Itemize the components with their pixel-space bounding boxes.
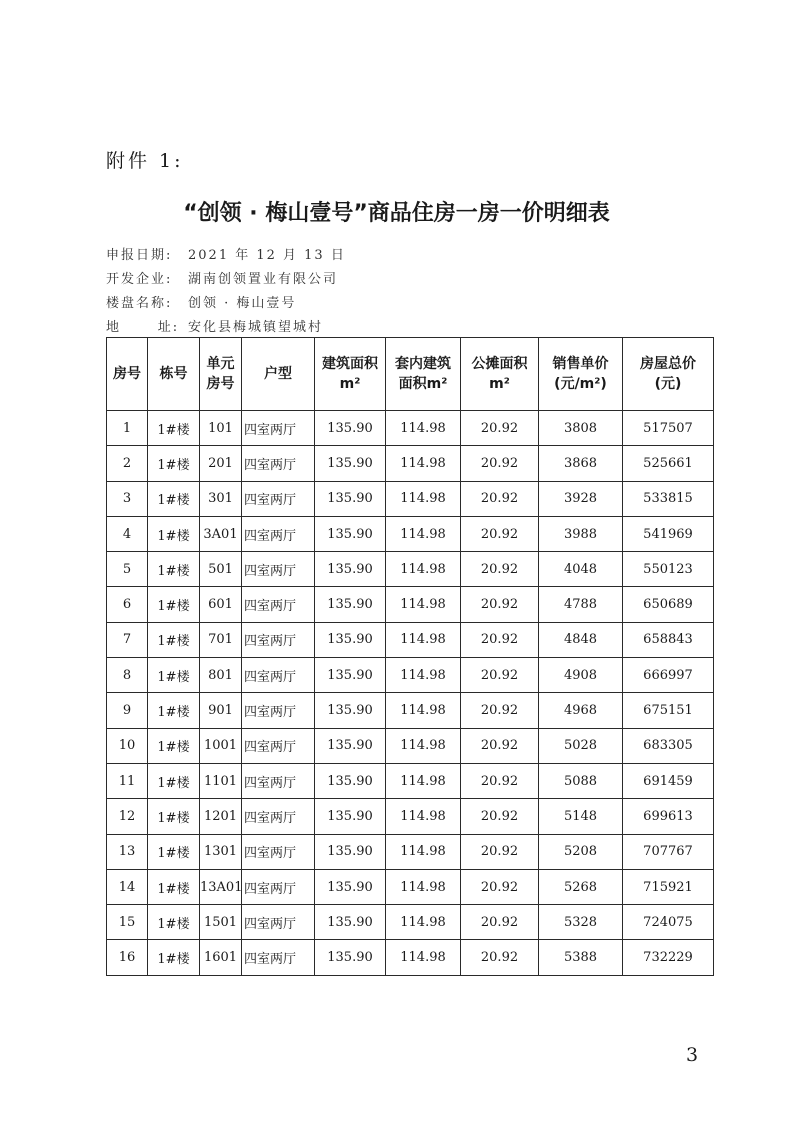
table-row bbox=[107, 834, 714, 869]
table-cell: 15 bbox=[107, 905, 148, 940]
table-cell: 20.92 bbox=[461, 763, 539, 798]
column-header-text: (元) bbox=[654, 376, 682, 392]
table-cell: 114.98 bbox=[386, 693, 461, 728]
table-cell: 5028 bbox=[539, 728, 623, 763]
table-cell: 4848 bbox=[539, 622, 623, 657]
table-cell: 14 bbox=[107, 869, 148, 904]
table-cell: 114.98 bbox=[386, 728, 461, 763]
column-header bbox=[461, 338, 539, 411]
table-cell: 699613 bbox=[623, 799, 714, 834]
column-header-text: 面积m² bbox=[398, 376, 448, 392]
page-number: 3 bbox=[686, 1044, 699, 1066]
table-cell: 1#楼 bbox=[148, 411, 200, 446]
table-row bbox=[107, 763, 714, 798]
table-cell: 114.98 bbox=[386, 552, 461, 587]
column-header-text: 套内建筑 bbox=[395, 356, 451, 372]
table-cell: 20.92 bbox=[461, 552, 539, 587]
table-row bbox=[107, 869, 714, 904]
table-cell: 683305 bbox=[623, 728, 714, 763]
table-cell: 13A01 bbox=[200, 869, 242, 904]
table-cell: 1#楼 bbox=[148, 587, 200, 622]
column-header bbox=[539, 338, 623, 411]
table-cell: 135.90 bbox=[315, 693, 386, 728]
table-cell: 四室两厅 bbox=[242, 693, 315, 728]
table-cell: 114.98 bbox=[386, 481, 461, 516]
table-cell: 四室两厅 bbox=[242, 834, 315, 869]
table-cell: 1#楼 bbox=[148, 905, 200, 940]
table-cell: 四室两厅 bbox=[242, 411, 315, 446]
table-cell: 550123 bbox=[623, 552, 714, 587]
table-cell: 20.92 bbox=[461, 905, 539, 940]
table-cell: 四室两厅 bbox=[242, 552, 315, 587]
table-cell: 135.90 bbox=[315, 763, 386, 798]
table-row bbox=[107, 446, 714, 481]
column-header-text: 建筑面积 bbox=[322, 356, 378, 372]
table-cell: 675151 bbox=[623, 693, 714, 728]
table-cell: 1#楼 bbox=[148, 622, 200, 657]
table-cell: 701 bbox=[200, 622, 242, 657]
table-cell: 1#楼 bbox=[148, 763, 200, 798]
table-cell: 3 bbox=[107, 481, 148, 516]
table-cell: 1 bbox=[107, 411, 148, 446]
table-cell: 135.90 bbox=[315, 905, 386, 940]
table-cell: 20.92 bbox=[461, 728, 539, 763]
table-cell: 5148 bbox=[539, 799, 623, 834]
table-cell: 517507 bbox=[623, 411, 714, 446]
table-cell: 20.92 bbox=[461, 481, 539, 516]
table-cell: 1#楼 bbox=[148, 552, 200, 587]
table-cell: 四室两厅 bbox=[242, 587, 315, 622]
table-cell: 20.92 bbox=[461, 658, 539, 693]
table-row bbox=[107, 552, 714, 587]
table-cell: 301 bbox=[200, 481, 242, 516]
attachment-label: 附件 1: bbox=[106, 150, 184, 172]
table-cell: 20.92 bbox=[461, 516, 539, 551]
table-cell: 135.90 bbox=[315, 552, 386, 587]
table-cell: 20.92 bbox=[461, 411, 539, 446]
column-header-text: 栋号 bbox=[159, 366, 188, 382]
table-row bbox=[107, 799, 714, 834]
table-row bbox=[107, 728, 714, 763]
table-cell: 四室两厅 bbox=[242, 481, 315, 516]
table-row bbox=[107, 587, 714, 622]
table-row bbox=[107, 905, 714, 940]
meta-value: 湖南创领置业有限公司 bbox=[188, 272, 339, 287]
table-cell: 666997 bbox=[623, 658, 714, 693]
column-header bbox=[623, 338, 714, 411]
table-cell: 5 bbox=[107, 552, 148, 587]
table-cell: 四室两厅 bbox=[242, 905, 315, 940]
table-cell: 114.98 bbox=[386, 658, 461, 693]
meta-value: 安化县梅城镇望城村 bbox=[188, 320, 324, 335]
column-header bbox=[315, 338, 386, 411]
table-cell: 1501 bbox=[200, 905, 242, 940]
column-header bbox=[200, 338, 242, 411]
table-cell: 13 bbox=[107, 834, 148, 869]
table-cell: 四室两厅 bbox=[242, 622, 315, 657]
table-row bbox=[107, 622, 714, 657]
table-cell: 135.90 bbox=[315, 940, 386, 975]
table-cell: 114.98 bbox=[386, 834, 461, 869]
table-cell: 3808 bbox=[539, 411, 623, 446]
meta-value: 创领 · 梅山壹号 bbox=[188, 296, 297, 311]
table-cell: 525661 bbox=[623, 446, 714, 481]
column-header-text: 公摊面积 bbox=[471, 356, 528, 372]
meta-address bbox=[106, 316, 323, 335]
table-row bbox=[107, 411, 714, 446]
table-cell: 四室两厅 bbox=[242, 728, 315, 763]
meta-label: 开发企业: bbox=[106, 272, 173, 287]
table-cell: 114.98 bbox=[386, 799, 461, 834]
table-cell: 四室两厅 bbox=[242, 799, 315, 834]
table-row bbox=[107, 940, 714, 975]
table-cell: 1001 bbox=[200, 728, 242, 763]
table-cell: 135.90 bbox=[315, 869, 386, 904]
table-cell: 732229 bbox=[623, 940, 714, 975]
table-cell: 2 bbox=[107, 446, 148, 481]
table-cell: 114.98 bbox=[386, 446, 461, 481]
table-cell: 四室两厅 bbox=[242, 869, 315, 904]
table-cell: 135.90 bbox=[315, 446, 386, 481]
table-cell: 650689 bbox=[623, 587, 714, 622]
table-cell: 3868 bbox=[539, 446, 623, 481]
table-cell: 20.92 bbox=[461, 446, 539, 481]
table-row bbox=[107, 516, 714, 551]
table-cell: 801 bbox=[200, 658, 242, 693]
table-cell: 114.98 bbox=[386, 940, 461, 975]
table-cell: 501 bbox=[200, 552, 242, 587]
table-cell: 114.98 bbox=[386, 869, 461, 904]
table-row bbox=[107, 481, 714, 516]
table-cell: 114.98 bbox=[386, 763, 461, 798]
document-title: “创领 · 梅山壹号”商品住房一房一价明细表 bbox=[183, 201, 610, 226]
table-cell: 114.98 bbox=[386, 905, 461, 940]
table-cell: 3A01 bbox=[200, 516, 242, 551]
table-cell: 201 bbox=[200, 446, 242, 481]
table-cell: 901 bbox=[200, 693, 242, 728]
table-cell: 533815 bbox=[623, 481, 714, 516]
meta-developer bbox=[106, 268, 338, 287]
meta-label: 楼盘名称: bbox=[106, 296, 173, 311]
table-body bbox=[107, 411, 714, 976]
table-cell: 1#楼 bbox=[148, 834, 200, 869]
table-cell: 1#楼 bbox=[148, 446, 200, 481]
table-cell: 6 bbox=[107, 587, 148, 622]
table-cell: 20.92 bbox=[461, 799, 539, 834]
table-cell: 715921 bbox=[623, 869, 714, 904]
table-cell: 5388 bbox=[539, 940, 623, 975]
table-cell: 601 bbox=[200, 587, 242, 622]
table-cell: 135.90 bbox=[315, 622, 386, 657]
table-cell: 135.90 bbox=[315, 834, 386, 869]
table-cell: 1301 bbox=[200, 834, 242, 869]
table-cell: 135.90 bbox=[315, 411, 386, 446]
table-cell: 135.90 bbox=[315, 516, 386, 551]
table-cell: 135.90 bbox=[315, 481, 386, 516]
table-cell: 20.92 bbox=[461, 869, 539, 904]
table-cell: 20.92 bbox=[461, 693, 539, 728]
table-row bbox=[107, 658, 714, 693]
table-cell: 四室两厅 bbox=[242, 446, 315, 481]
table-cell: 4968 bbox=[539, 693, 623, 728]
meta-project-name bbox=[106, 292, 296, 311]
table-cell: 1#楼 bbox=[148, 799, 200, 834]
column-header bbox=[386, 338, 461, 411]
table-cell: 4908 bbox=[539, 658, 623, 693]
table-cell: 114.98 bbox=[386, 622, 461, 657]
table-cell: 1#楼 bbox=[148, 658, 200, 693]
meta-label: 地 址: bbox=[106, 320, 180, 335]
column-header-text: 房屋总价 bbox=[640, 356, 696, 372]
table-cell: 1#楼 bbox=[148, 940, 200, 975]
table-cell: 20.92 bbox=[461, 622, 539, 657]
table-cell: 135.90 bbox=[315, 658, 386, 693]
table-cell: 541969 bbox=[623, 516, 714, 551]
table-cell: 11 bbox=[107, 763, 148, 798]
table-cell: 114.98 bbox=[386, 411, 461, 446]
column-header-text: 单元 bbox=[206, 356, 235, 372]
column-header bbox=[107, 338, 148, 411]
table-row bbox=[107, 693, 714, 728]
table-cell: 1#楼 bbox=[148, 693, 200, 728]
table-cell: 四室两厅 bbox=[242, 516, 315, 551]
column-header bbox=[148, 338, 200, 411]
table-cell: 10 bbox=[107, 728, 148, 763]
table-cell: 1#楼 bbox=[148, 869, 200, 904]
table-cell: 1201 bbox=[200, 799, 242, 834]
table-cell: 12 bbox=[107, 799, 148, 834]
table-cell: 7 bbox=[107, 622, 148, 657]
column-header-text: m² bbox=[339, 376, 361, 392]
column-header-text: 户型 bbox=[264, 366, 292, 382]
table-cell: 4048 bbox=[539, 552, 623, 587]
column-header-text: 房号 bbox=[206, 376, 235, 392]
column-header-text: 房号 bbox=[113, 366, 141, 382]
table-cell: 4 bbox=[107, 516, 148, 551]
meta-value: 2021 年 12 月 13 日 bbox=[188, 248, 346, 263]
table-cell: 3928 bbox=[539, 481, 623, 516]
table-cell: 101 bbox=[200, 411, 242, 446]
table-cell: 16 bbox=[107, 940, 148, 975]
table-cell: 5208 bbox=[539, 834, 623, 869]
table-cell: 四室两厅 bbox=[242, 658, 315, 693]
table-cell: 658843 bbox=[623, 622, 714, 657]
meta-label: 申报日期: bbox=[106, 248, 173, 263]
table-cell: 135.90 bbox=[315, 587, 386, 622]
table-cell: 5088 bbox=[539, 763, 623, 798]
table-cell: 135.90 bbox=[315, 799, 386, 834]
table-cell: 5328 bbox=[539, 905, 623, 940]
table-cell: 5268 bbox=[539, 869, 623, 904]
column-header bbox=[242, 338, 315, 411]
table-cell: 20.92 bbox=[461, 587, 539, 622]
table-cell: 四室两厅 bbox=[242, 940, 315, 975]
column-header-text: m² bbox=[489, 376, 510, 392]
table-cell: 691459 bbox=[623, 763, 714, 798]
table-cell: 724075 bbox=[623, 905, 714, 940]
table-cell: 20.92 bbox=[461, 940, 539, 975]
table-header-row bbox=[107, 338, 714, 411]
table-cell: 1#楼 bbox=[148, 516, 200, 551]
table-cell: 8 bbox=[107, 658, 148, 693]
table-cell: 3988 bbox=[539, 516, 623, 551]
table-cell: 4788 bbox=[539, 587, 623, 622]
table-cell: 114.98 bbox=[386, 516, 461, 551]
table-cell: 135.90 bbox=[315, 728, 386, 763]
column-header-text: 销售单价 bbox=[552, 356, 609, 372]
column-header-text: (元/m²) bbox=[554, 376, 607, 392]
table-cell: 707767 bbox=[623, 834, 714, 869]
table-cell: 1#楼 bbox=[148, 481, 200, 516]
price-table bbox=[106, 337, 714, 976]
table-cell: 1101 bbox=[200, 763, 242, 798]
table-cell: 1#楼 bbox=[148, 728, 200, 763]
table-cell: 四室两厅 bbox=[242, 763, 315, 798]
table-cell: 1601 bbox=[200, 940, 242, 975]
meta-date bbox=[106, 244, 346, 263]
table-cell: 114.98 bbox=[386, 587, 461, 622]
table-cell: 9 bbox=[107, 693, 148, 728]
table-cell: 20.92 bbox=[461, 834, 539, 869]
